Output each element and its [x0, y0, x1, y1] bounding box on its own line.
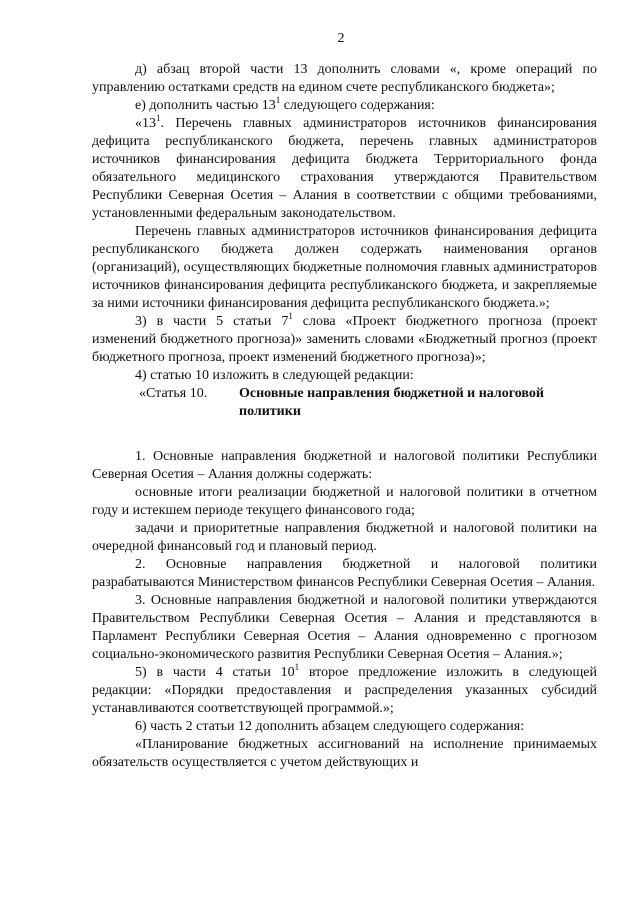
paragraph-e-text: е) дополнить частью 13	[135, 98, 276, 113]
article-number: «Статья 10.	[139, 386, 208, 401]
paragraph-5	[92, 664, 597, 718]
paragraph-3	[92, 313, 597, 367]
article-part-2: 2. Основные направления бюджетной и налоговой политики разрабатываются Министерством финансов Республики Северная Осетия – Алания.	[92, 557, 597, 590]
document-body	[92, 61, 597, 772]
article-part-1: 1. Основные направления бюджетной и налоговой политики Республики Северная Осетия – Алания должны содержать:	[92, 449, 597, 482]
paragraph-5-text-end: второе предложение изложить в следующей редакции: «Порядки предоставления и распределения указанных субсидий устанавливаются соответствующей программой.»;	[92, 665, 598, 716]
paragraph-d: д) абзац второй части 13 дополнить словами «, кроме операций по управлению остатками средств на едином счете республиканского бюджета»;	[92, 62, 597, 95]
paragraph-13-1-text: . Перечень главных администраторов источников финансирования дефицита республиканского бюджета, перечень главных администраторов источников финансирования дефицита бюджета Территориального фонда обязательного медицинского страхования утверждаются Правительством Республики Северная Осетия – Алания в соответствии с общими требованиями, установленными федеральным законодательством.	[92, 116, 597, 221]
paragraph-3-text-end: слова «Проект бюджетного прогноза (проект изменений бюджетного прогноза)» заменить словами «Бюджетный прогноз (проект бюджетного прогноза, проект изменений бюджетного прогноза)»;	[92, 314, 598, 365]
article-part-1-item-1: основные итоги реализации бюджетной и налоговой политики в отчетном году и истекшем периоде текущего финансового года;	[92, 485, 597, 518]
page-number: 2	[337, 31, 345, 46]
paragraph-13-1-sup: 1	[156, 113, 161, 123]
article-heading	[139, 385, 597, 421]
article-part-3: 3. Основные направления бюджетной и налоговой политики утверждаются Правительством Республики Северная Осетия – Алания и представляются в Парламент Республики Северная Осетия – Алания одновременно с прогнозом социально-экономического развития Республики Северная Осетия – Алания.»;	[92, 593, 597, 662]
paragraph-e-text-end: следующего содержания:	[280, 98, 435, 113]
paragraph-13-1	[92, 115, 597, 223]
paragraph-3-sup: 1	[288, 311, 293, 321]
paragraph-e-sup: 1	[275, 95, 281, 105]
paragraph-e	[92, 97, 597, 115]
paragraph-list: Перечень главных администраторов источников финансирования дефицита республиканского бюджета должен содержать наименования органов (организаций), осуществляющих бюджетные полномочия главных администраторов источников финансирования дефицита республиканского бюджета, и закрепляемые за ними источники финансирования дефицита республиканского бюджета.»;	[92, 224, 597, 311]
paragraph-6: 6) часть 2 статьи 12 дополнить абзацем следующего содержания:	[135, 719, 525, 734]
article-part-1-item-2: задачи и приоритетные направления бюджетной и налоговой политики на очередной финансовый год и плановый период.	[92, 521, 597, 554]
paragraph-5-sup: 1	[294, 662, 300, 672]
article-title: Основные направления бюджетной и налоговой политики	[239, 386, 544, 419]
paragraph-4: 4) статью 10 изложить в следующей редакции:	[135, 368, 414, 383]
paragraph-3-text: 3) в части 5 статьи 7	[135, 314, 289, 329]
paragraph-13-1-num: «13	[135, 116, 156, 131]
paragraph-planning: «Планирование бюджетных ассигнований на исполнение принимаемых обязательств осуществляется с учетом действующих и	[92, 737, 597, 770]
paragraph-5-text: 5) в части 4 статьи 10	[135, 665, 295, 680]
spacer	[92, 421, 597, 448]
